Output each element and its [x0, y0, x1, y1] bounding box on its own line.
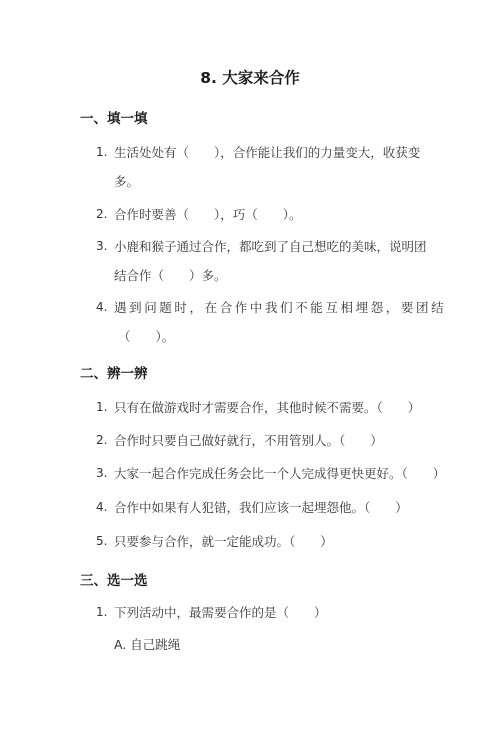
- question-text: 生活处处有（ ），合作能让我们的力量变大，收获变: [114, 145, 421, 160]
- question-text: 合作时要善（ ），巧（ ）。: [114, 207, 302, 222]
- page-title: 8. 大家来合作: [200, 69, 300, 87]
- question-number: 1.: [96, 400, 108, 414]
- question-number: 2.: [96, 433, 108, 447]
- question-text: （ ）。: [118, 329, 175, 344]
- question-number: 5.: [96, 534, 108, 548]
- question-text: 下列活动中，最需要合作的是（ ）: [114, 605, 327, 620]
- section-heading-judge: 二、辨一辨: [80, 366, 148, 382]
- question-text: 只要参与合作，就一定能成功。（ ）: [114, 534, 333, 549]
- question-text: 多。: [114, 174, 140, 189]
- question-text: 只有在做游戏时才需要合作，其他时候不需要。（ ）: [114, 400, 421, 415]
- question-text: 小鹿和猴子通过合作，都吃到了自己想吃的美味，说明团: [114, 239, 427, 254]
- question-text: 大家一起合作完成任务会比一个人完成得更快更好。（ ）: [114, 466, 446, 481]
- question-number: 3.: [96, 239, 108, 253]
- option-a: A. 自己跳绳: [114, 637, 181, 652]
- question-number: 1.: [96, 145, 108, 159]
- question-number: 1.: [96, 605, 108, 619]
- question-number: 2.: [96, 207, 108, 221]
- question-number: 3.: [96, 466, 108, 480]
- section-heading-choose: 三、选一选: [80, 573, 148, 589]
- question-number: 4.: [96, 300, 108, 314]
- question-text: 合作时只要自己做好就行，不用管别人。（ ）: [114, 433, 383, 448]
- question-text: 结合作（ ）多。: [114, 268, 227, 283]
- question-number: 4.: [96, 500, 108, 514]
- question-text: 合作中如果有人犯错，我们应该一起埋怨他。（ ）: [114, 500, 408, 515]
- question-text: 遇到问题时，在合作中我们不能互相埋怨，要团结: [114, 300, 447, 315]
- section-heading-fill-in: 一、填一填: [80, 111, 148, 127]
